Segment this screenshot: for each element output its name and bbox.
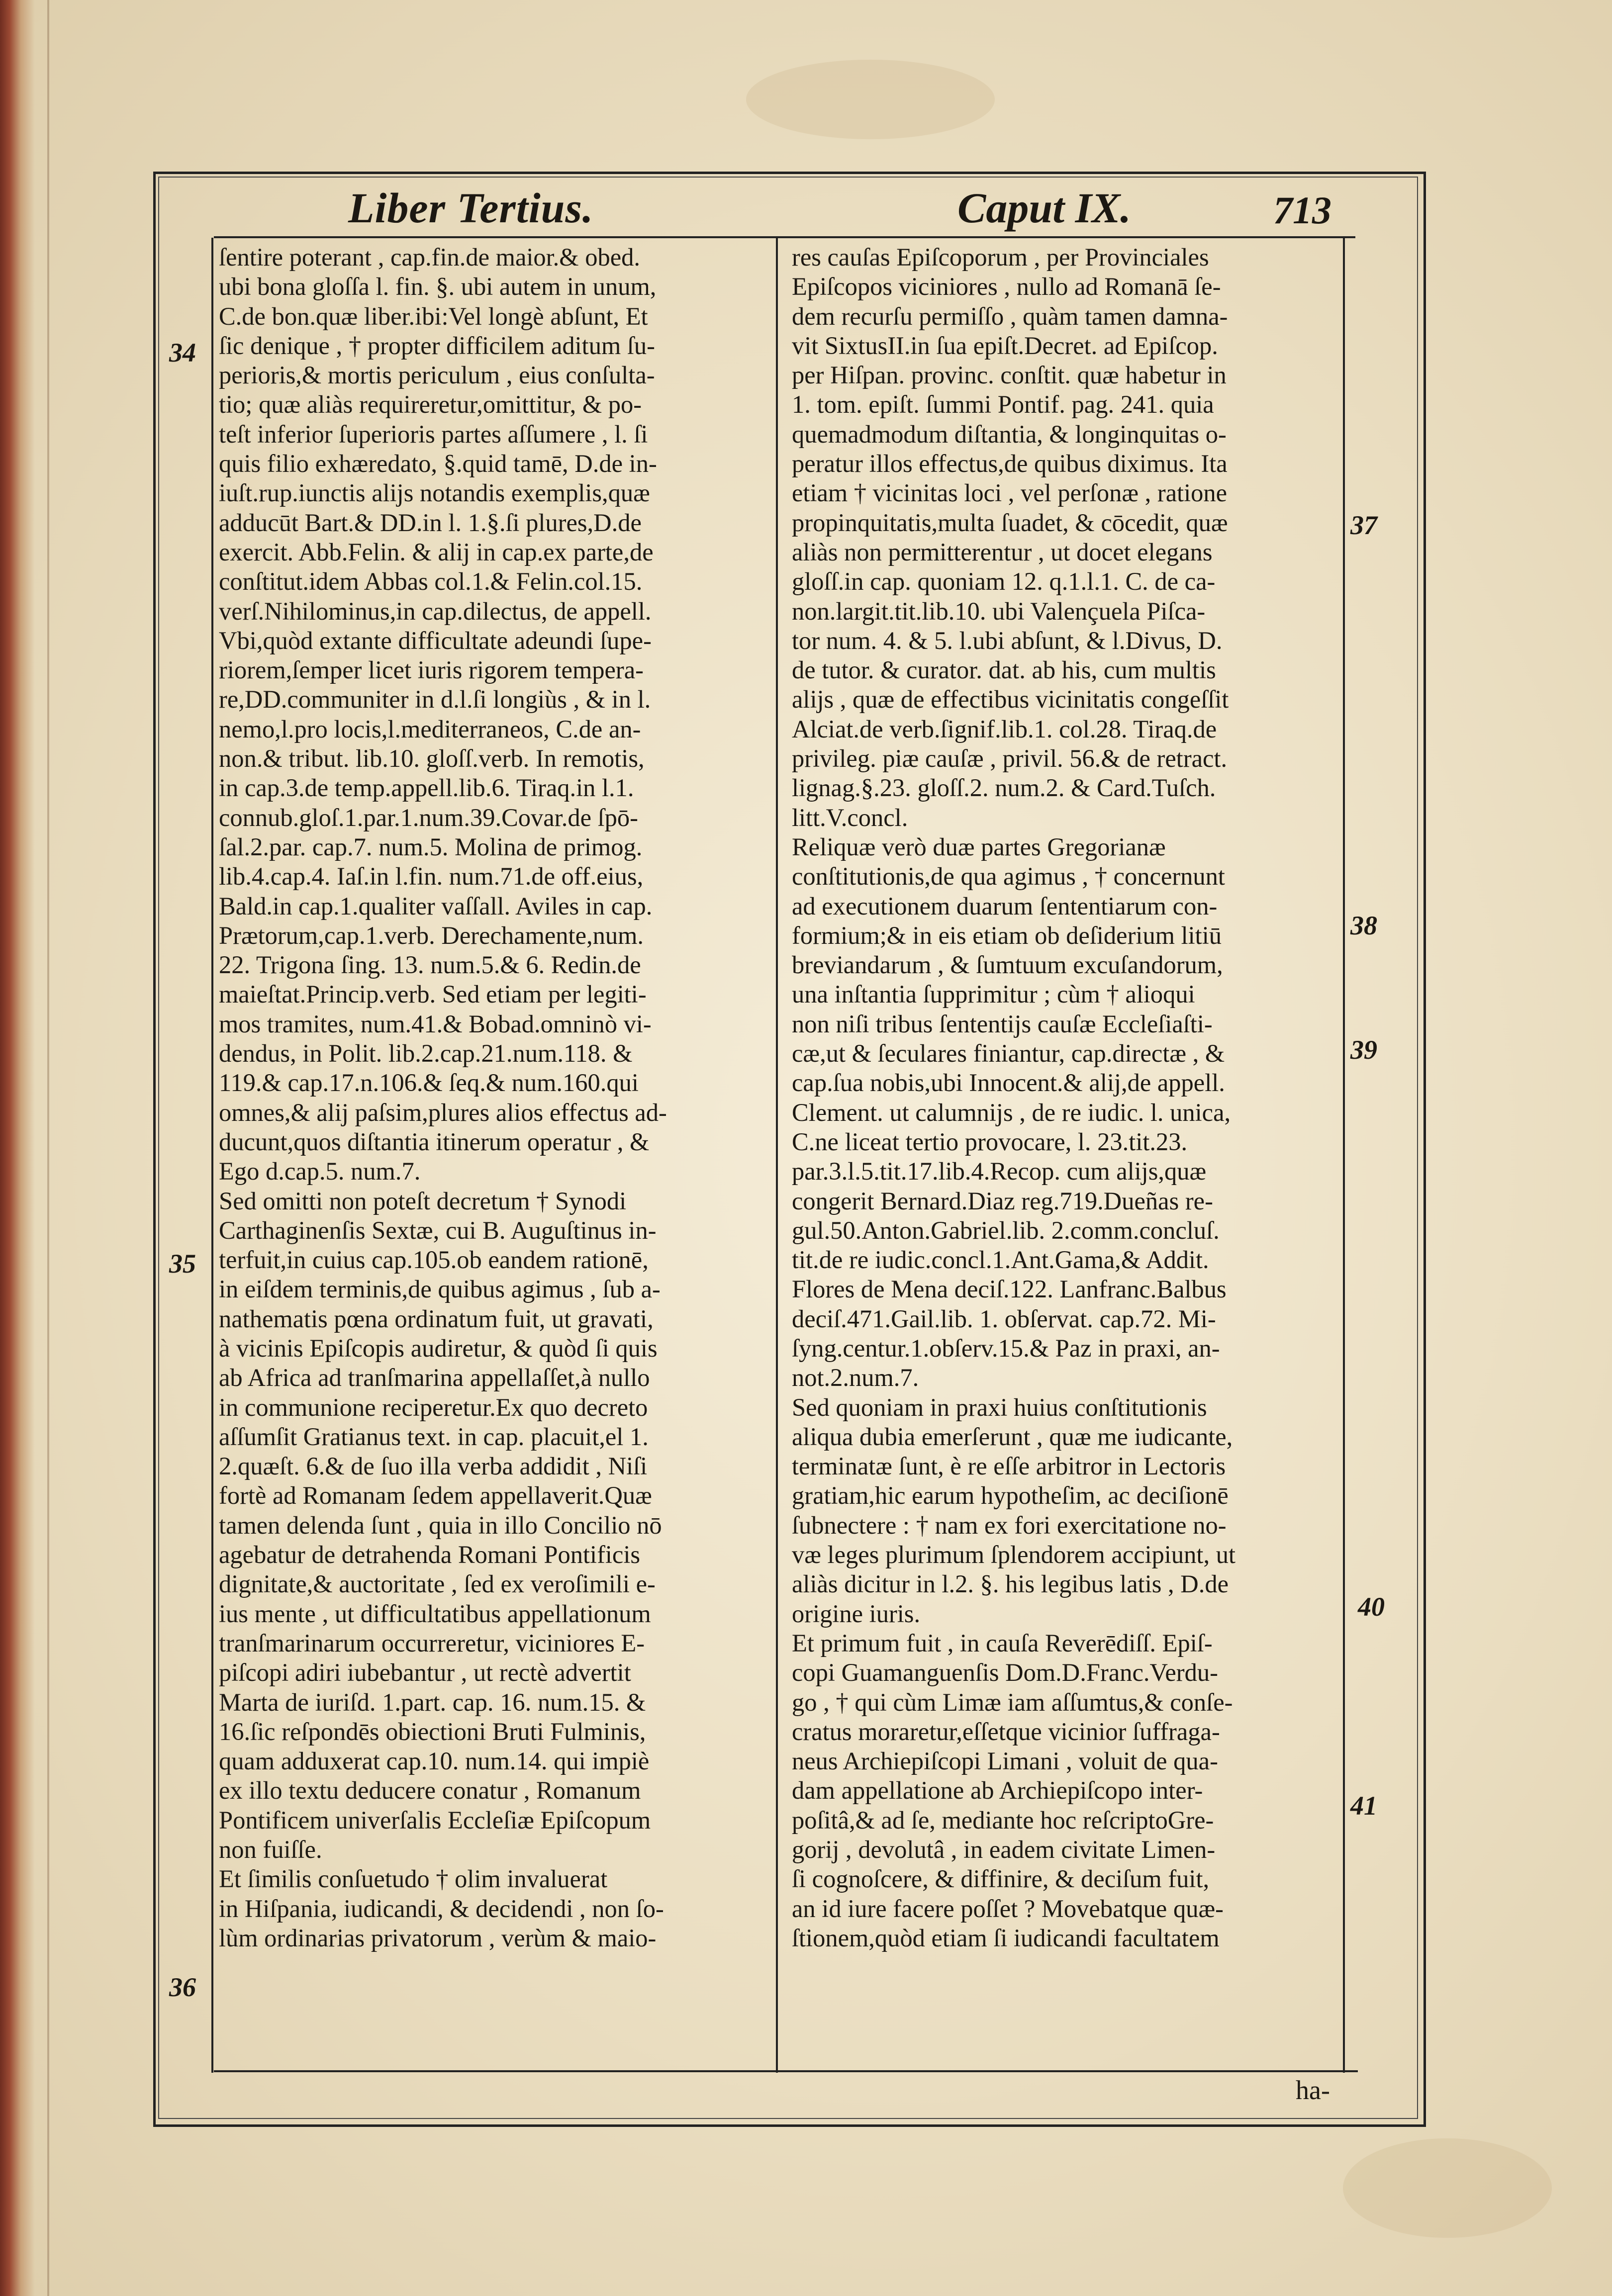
text-line: connub.gloſ.1.par.1.num.39.Covar.de ſpō- bbox=[219, 803, 638, 831]
text-line: 22. Trigona ſing. 13. num.5.& 6. Redin.de bbox=[219, 951, 641, 979]
text-line: nemo,l.pro locis,l.mediterraneos, C.de an- bbox=[219, 715, 641, 743]
text-line: tio; quæ aliàs requireretur,omittitur, & po- bbox=[219, 390, 642, 419]
text-line: quis filio exhæredato, §.quid tamē, D.de in- bbox=[219, 450, 657, 478]
text-line: non.largit.tit.lib.10. ubi Valençuela Piſca- bbox=[792, 597, 1206, 625]
text-line: ſyng.centur.1.obſerv.15.& Paz in praxi, an- bbox=[792, 1334, 1220, 1362]
text-line: lib.4.cap.4. Iaſ.in l.fin. num.71.de off.eius, bbox=[219, 862, 644, 891]
text-line: conſtitutionis,de qua agimus , † concernunt bbox=[792, 862, 1225, 891]
text-line: gul.50.Anton.Gabriel.lib. 2.comm.concluſ. bbox=[792, 1216, 1220, 1244]
text-line: litt.V.concl. bbox=[792, 803, 908, 831]
text-line: in Hiſpania, iudicandi, & decidendi , non ſo- bbox=[219, 1894, 664, 1923]
text-line: per Hiſpan. provinc. conſtit. quæ habetur in bbox=[792, 361, 1227, 389]
text-line: tor num. 4. & 5. l.ubi abſunt, & l.Divus, D. bbox=[792, 626, 1223, 654]
text-line: de tutor. & curator. dat. ab his, cum multis bbox=[792, 656, 1216, 684]
text-line: 119.& cap.17.n.106.& ſeq.& num.160.qui bbox=[219, 1069, 639, 1097]
text-line: in eiſdem terminis,de quibus agimus , ſub a- bbox=[219, 1275, 661, 1303]
left-column-rule bbox=[211, 238, 213, 2073]
text-line: nathematis pœna ordinatum fuit, ut gravati, bbox=[219, 1304, 654, 1333]
margin-number: 41 bbox=[1350, 1791, 1377, 1821]
text-line: par.3.l.5.tit.17.lib.4.Recop. cum alijs,quæ bbox=[792, 1157, 1207, 1186]
text-line: Et ſimilis conſuetudo † olim invaluerat bbox=[219, 1865, 608, 1893]
text-line: re,DD.communiter in d.l.ſi longiùs , & in l. bbox=[219, 685, 651, 714]
text-line: Alciat.de verb.ſignif.lib.1. col.28. Tiraq.de bbox=[792, 715, 1217, 743]
text-line: gorij , devolutâ , in eadem civitate Limen- bbox=[792, 1836, 1216, 1864]
text-line: Pontificem univerſalis Eccleſiæ Epiſcopum bbox=[219, 1806, 651, 1834]
header-rule bbox=[214, 236, 1355, 238]
text-line: vit SixtusII.in ſua epiſt.Decret. ad Epiſcop. bbox=[792, 331, 1218, 360]
text-line: ſal.2.par. cap.7. num.5. Molina de primog. bbox=[219, 832, 643, 861]
footer-rule bbox=[214, 2070, 1358, 2072]
text-line: ſi cognoſcere, & diffinire, & deciſum fuit, bbox=[792, 1865, 1210, 1893]
text-line: ex illo textu deducere conatur , Romanum bbox=[219, 1776, 641, 1805]
paper-stain bbox=[746, 60, 995, 139]
text-line: in cap.3.de temp.appell.lib.6. Tiraq.in l.1. bbox=[219, 774, 634, 802]
text-line: conſtitut.idem Abbas col.1.& Felin.col.15. bbox=[219, 567, 643, 596]
book-binding-edge bbox=[0, 0, 35, 2296]
text-line: neus Archiepiſcopi Limani , voluit de qua- bbox=[792, 1747, 1218, 1775]
text-line: quemadmodum diſtantia, & longinquitas o- bbox=[792, 420, 1227, 448]
text-line: non fuiſſe. bbox=[219, 1836, 322, 1864]
text-line: Carthaginenſis Sextæ, cui B. Auguſtinus in- bbox=[219, 1216, 657, 1244]
text-line: iuſt.rup.iunctis alijs notandis exemplis,quæ bbox=[219, 479, 650, 507]
gutter-line bbox=[47, 0, 49, 2296]
text-line: ſic denique , † propter difficilem aditum ſu- bbox=[219, 331, 655, 360]
text-line: Ego d.cap.5. num.7. bbox=[219, 1157, 421, 1186]
text-line: formium;& in eis etiam ob deſiderium litiū bbox=[792, 921, 1222, 949]
text-line: Flores de Mena deciſ.122. Lanfranc.Balbus bbox=[792, 1275, 1227, 1303]
text-line: copi Guamanguenſis Dom.D.Franc.Verdu- bbox=[792, 1658, 1218, 1687]
text-line: maieſtat.Princip.verb. Sed etiam per legiti- bbox=[219, 980, 647, 1009]
text-line: privileg. piæ cauſæ , privil. 56.& de retract. bbox=[792, 744, 1228, 773]
text-line: poſitâ,& ad ſe, mediante hoc reſcriptoGre- bbox=[792, 1806, 1214, 1834]
text-line: gratiam,hic earum hypotheſim, ac deciſionē bbox=[792, 1481, 1229, 1510]
margin-number: 36 bbox=[169, 1972, 196, 2002]
text-line: gloſſ.in cap. quoniam 12. q.1.l.1. C. de ca- bbox=[792, 567, 1216, 596]
right-column-rule bbox=[1343, 238, 1345, 2073]
text-line: 2.quæſt. 6.& de ſuo illa verba addidit , Niſi bbox=[219, 1452, 648, 1480]
text-line: deciſ.471.Gail.lib. 1. obſervat. cap.72. Mi- bbox=[792, 1304, 1216, 1333]
text-line: ſubnectere : † nam ex fori exercitatione no- bbox=[792, 1511, 1227, 1539]
text-line: una inſtantia ſupprimitur ; cùm † alioqui bbox=[792, 980, 1195, 1009]
text-line: 16.ſic reſpondēs obiectioni Bruti Fulminis, bbox=[219, 1717, 646, 1745]
margin-number: 34 bbox=[169, 338, 196, 367]
text-line: à vicinis Epiſcopis audiretur, & quòd ſi quis bbox=[219, 1334, 658, 1362]
margin-number: 37 bbox=[1350, 510, 1377, 540]
running-head-chapter: Caput IX. bbox=[957, 184, 1131, 232]
text-line: res cauſas Epiſcoporum , per Provinciales bbox=[792, 243, 1209, 271]
text-line: mos tramites, num.41.& Bobad.omninò vi- bbox=[219, 1010, 652, 1038]
text-line: C.de bon.quæ liber.ibi:Vel longè abſunt, Et bbox=[219, 302, 648, 330]
text-line: Sed omitti non poteſt decretum † Synodi bbox=[219, 1187, 627, 1215]
right-text-column bbox=[792, 243, 1334, 2043]
text-line: origine iuris. bbox=[792, 1599, 921, 1628]
running-head-book: Liber Tertius. bbox=[348, 184, 594, 232]
text-line: peratur illos effectus,de quibus diximus. Ita bbox=[792, 450, 1228, 478]
text-line: breviandarum , & ſumtuum excuſandorum, bbox=[792, 951, 1223, 979]
text-line: ad executionem duarum ſententiarum con- bbox=[792, 892, 1218, 920]
text-line: omnes,& alij paſsim,plures alios effectus ad- bbox=[219, 1098, 667, 1126]
text-line: dem recurſu permiſſo , quàm tamen damna- bbox=[792, 302, 1228, 330]
text-line: aliàs non permitterentur , ut docet elegans bbox=[792, 538, 1213, 566]
paper-stain bbox=[1343, 2138, 1552, 2238]
text-line: go , † qui cùm Limæ iam aſſumtus,& conſe- bbox=[792, 1688, 1233, 1716]
text-line: 1. tom. epiſt. ſummi Pontif. pag. 241. quia bbox=[792, 390, 1214, 419]
text-line: dignitate,& auctoritate , ſed ex veroſimili e- bbox=[219, 1570, 656, 1598]
text-line: Vbi,quòd extante difficultate adeundi ſupe- bbox=[219, 626, 652, 654]
page-number: 713 bbox=[1273, 188, 1331, 232]
text-line: etiam † vicinitas loci , vel perſonæ , ratione bbox=[792, 479, 1228, 507]
text-line: ab Africa ad tranſmarina appellaſſet,à nullo bbox=[219, 1364, 650, 1392]
text-line: cap.ſua nobis,ubi Innocent.& alij,de appell. bbox=[792, 1069, 1225, 1097]
text-line: not.2.num.7. bbox=[792, 1364, 919, 1392]
text-line: aſſumſit Gratianus text. in cap. placuit,el 1. bbox=[219, 1422, 649, 1451]
text-line: ſtionem,quòd etiam ſi iudicandi facultatem bbox=[792, 1924, 1220, 1952]
text-line: congerit Bernard.Diaz reg.719.Dueñas re- bbox=[792, 1187, 1213, 1215]
text-line: tranſmarinarum occurreretur, viciniores E- bbox=[219, 1629, 645, 1657]
text-line: Epiſcopos viciniores , nullo ad Romanā ſe- bbox=[792, 273, 1221, 301]
text-line: agebatur de detrahenda Romani Pontificis bbox=[219, 1541, 641, 1569]
text-line: dendus, in Polit. lib.2.cap.21.num.118. & bbox=[219, 1039, 633, 1068]
text-line: verſ.Nihilominus,in cap.dilectus, de appell. bbox=[219, 597, 652, 625]
text-line: non.& tribut. lib.10. gloſſ.verb. In remotis, bbox=[219, 744, 645, 773]
text-line: Prætorum,cap.1.verb. Derechamente,num. bbox=[219, 921, 644, 949]
margin-number: 35 bbox=[169, 1249, 196, 1279]
text-line: ubi bona gloſſa l. fin. §. ubi autem in unum, bbox=[219, 273, 657, 301]
text-line: perioris,& mortis periculum , eius conſulta- bbox=[219, 361, 655, 389]
center-column-rule bbox=[776, 238, 778, 2073]
text-line: Bald.in cap.1.qualiter vaſſall. Aviles in cap. bbox=[219, 892, 653, 920]
text-line: dam appellatione ab Archiepiſcopo inter- bbox=[792, 1776, 1203, 1805]
text-line: propinquitatis,multa ſuadet, & cōcedit, quæ bbox=[792, 508, 1228, 537]
text-line: aliqua dubia emerſerunt , quæ me iudicante, bbox=[792, 1422, 1233, 1451]
text-line: aliàs dicitur in l.2. §. his legibus latis , D.de bbox=[792, 1570, 1229, 1598]
text-line: alijs , quæ de effectibus vicinitatis congeſſit bbox=[792, 685, 1229, 714]
text-line: Reliquæ verò duæ partes Gregorianæ bbox=[792, 832, 1166, 861]
text-line: piſcopi adiri iubebantur , ut rectè advertit bbox=[219, 1658, 631, 1687]
text-line: adducūt Bart.& DD.in l. 1.§.ſi plures,D.de bbox=[219, 508, 642, 537]
text-line: cæ,ut & ſeculares finiantur, cap.directæ , & bbox=[792, 1039, 1225, 1068]
text-line: væ leges plurimum ſplendorem accipiunt, ut bbox=[792, 1541, 1235, 1569]
text-line: terfuit,in cuius cap.105.ob eandem rationē, bbox=[219, 1246, 649, 1274]
text-line: C.ne liceat tertio provocare, l. 23.tit.23. bbox=[792, 1127, 1188, 1156]
text-line: ſentire poterant , cap.fin.de maior.& obed. bbox=[219, 243, 640, 271]
text-line: teſt inferior ſuperioris partes aſſumere , l. ſi bbox=[219, 420, 648, 448]
text-line: an id iure facere poſſet ? Movebatque quæ- bbox=[792, 1894, 1224, 1923]
text-line: Clement. ut calumnijs , de re iudic. l. unica, bbox=[792, 1098, 1231, 1126]
text-line: ducunt,quos diſtantia itinerum operatur , & bbox=[219, 1127, 650, 1156]
text-line: non niſi tribus ſententijs cauſæ Eccleſiaſti- bbox=[792, 1010, 1213, 1038]
text-line: tamen delenda ſunt , quia in illo Concilio nō bbox=[219, 1511, 662, 1539]
margin-number: 39 bbox=[1350, 1035, 1377, 1065]
text-line: ius mente , ut difficultatibus appellationum bbox=[219, 1599, 651, 1628]
text-line: Marta de iuriſd. 1.part. cap. 16. num.15. & bbox=[219, 1688, 646, 1716]
text-line: cratus moraretur,eſſetque vicinior ſuffraga- bbox=[792, 1717, 1220, 1745]
text-line: fortè ad Romanam ſedem appellaverit.Quæ bbox=[219, 1481, 652, 1510]
text-line: lùm ordinarias privatorum , verùm & maio- bbox=[219, 1924, 657, 1952]
margin-number: 38 bbox=[1350, 911, 1377, 940]
text-line: lignag.§.23. gloſſ.2. num.2. & Card.Tuſch. bbox=[792, 774, 1216, 802]
text-line: tit.de re iudic.concl.1.Ant.Gama,& Addit. bbox=[792, 1246, 1209, 1274]
text-line: in communione reciperetur.Ex quo decreto bbox=[219, 1393, 648, 1421]
text-line: riorem,ſemper licet iuris rigorem tempera- bbox=[219, 656, 644, 684]
left-text-column bbox=[219, 243, 759, 2043]
text-line: exercit. Abb.Felin. & alij in cap.ex parte,de bbox=[219, 538, 654, 566]
margin-number: 40 bbox=[1358, 1592, 1385, 1622]
text-line: terminatæ ſunt, è re eſſe arbitror in Lectoris bbox=[792, 1452, 1226, 1480]
catchword: ha- bbox=[1296, 2075, 1330, 2105]
text-line: Sed quoniam in praxi huius conſtitutionis bbox=[792, 1393, 1207, 1421]
text-line: Et primum fuit , in cauſa Reverēdiſſ. Epiſ- bbox=[792, 1629, 1213, 1657]
text-line: quam adduxerat cap.10. num.14. qui impiè bbox=[219, 1747, 650, 1775]
